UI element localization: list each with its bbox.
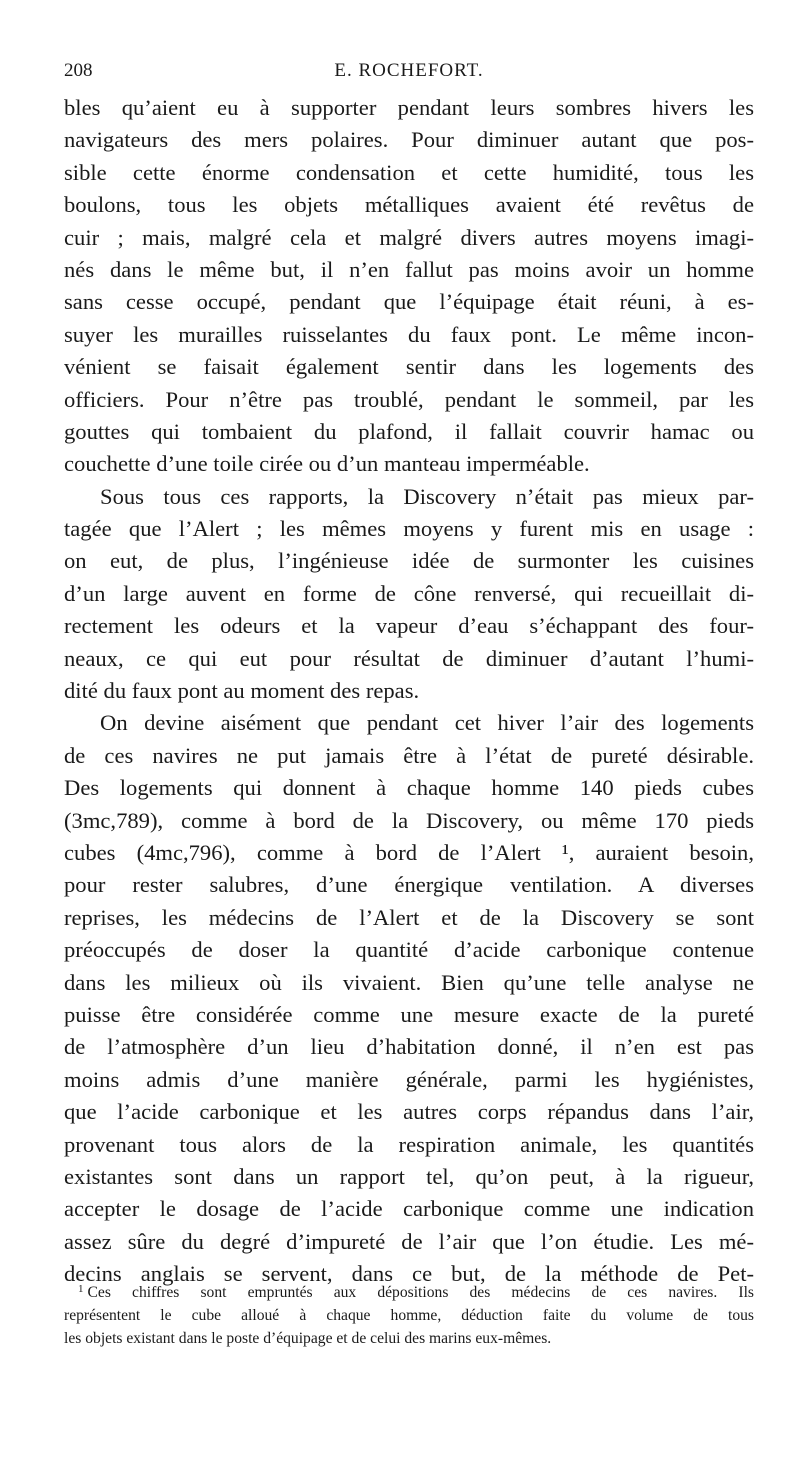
text-line: cuir ; mais, malgré cela et malgré divers autres moyens imagi- [64, 224, 754, 250]
text-line: nés dans le même but, il n’en fallut pas moins avoir un homme [64, 256, 754, 282]
text-line: préoccupés de doser la quantité d’acide carbonique contenue [64, 937, 754, 963]
text-line: On devine aisément que pendant cet hiver l’air des logements [100, 710, 754, 736]
text-line: provenant tous alors de la respiration animale, les quantités [64, 1131, 754, 1157]
text-line: sible cette énorme condensation et cette humidité, tous les [64, 159, 754, 185]
text-line: vénient se faisait également sentir dans les logements des [64, 354, 754, 380]
text-line: tagée que l’Alert ; les mêmes moyens y furent mis en usage : [64, 516, 754, 542]
text-line: de l’atmosphère d’un lieu d’habitation donné, il n’en est pas [64, 1034, 754, 1060]
text-line: on eut, de plus, l’ingénieuse idée de surmonter les cuisines [64, 548, 754, 574]
text-line: Des logements qui donnent à chaque homme 140 pieds cubes [64, 775, 754, 801]
text-line: bles qu’aient eu à supporter pendant leurs sombres hivers les [64, 95, 754, 120]
footnote-marker: 1 [78, 1283, 84, 1295]
text-line: officiers. Pour n’être pas troublé, pendant le sommeil, par les [64, 386, 754, 412]
body-text [64, 92, 754, 1290]
text-line: moins admis d’une manière générale, parmi les hygiénistes, [64, 1066, 754, 1092]
page-header [64, 60, 754, 88]
text-line: rectement les odeurs et la vapeur d’eau s’échappant des four- [64, 613, 754, 639]
text-line: reprises, les médecins de l’Alert et de la Discovery se sont [64, 904, 754, 930]
footnote-line [64, 1278, 754, 1304]
text-line: navigateurs des mers polaires. Pour diminuer autant que pos- [64, 127, 754, 153]
text-line: couchette d’une toile cirée ou d’un manteau imperméable. [64, 451, 590, 477]
text-line: decins anglais se servent, dans ce but, de la méthode de Pet- [64, 1261, 754, 1287]
text-line: accepter le dosage de l’acide carbonique comme une indication [64, 1196, 754, 1222]
footnote [64, 1278, 754, 1350]
text-line: sans cesse occupé, pendant que l’équipage était réuni, à es- [64, 289, 754, 315]
text-line: neaux, ce qui eut pour résultat de diminuer d’autant l’humi- [64, 645, 754, 671]
text-line: existantes sont dans un rapport tel, qu’on peut, à la rigueur, [64, 1163, 754, 1189]
footnote-line: représentent le cube alloué à chaque homme, déduction faite du volume de tous [64, 1307, 754, 1324]
running-head: E. ROCHEFORT. [334, 60, 484, 81]
text-line: que l’acide carbonique et les autres corps répandus dans l’air, [64, 1099, 754, 1125]
footnote-line: les objets existant dans le poste d’équipage et de celui des marins eux-mêmes. [64, 1330, 552, 1347]
text-line: dans les milieux où ils vivaient. Bien qu’une telle analyse ne [64, 969, 754, 995]
text-line: suyer les murailles ruisselantes du faux pont. Le même incon- [64, 321, 754, 347]
footnote-text: Ces chiffres sont empruntés aux dépositions des médecins de ces navires. Ils [87, 1284, 754, 1301]
page-number: 208 [64, 60, 93, 81]
text-line: dité du faux pont au moment des repas. [64, 678, 420, 704]
text-line: d’un large auvent en forme de cône renversé, qui recueillait di- [64, 580, 754, 606]
text-line: pour rester salubres, d’une énergique ventilation. A diverses [64, 872, 754, 898]
text-line: assez sûre du degré d’impureté de l’air que l’on étudie. Les mé- [64, 1228, 754, 1254]
text-line: puisse être considérée comme une mesure exacte de la pureté [64, 1001, 754, 1027]
text-line: (3mc,789), comme à bord de la Discovery, ou même 170 pieds [64, 807, 754, 833]
text-line: gouttes qui tombaient du plafond, il fallait couvrir hamac ou [64, 418, 754, 444]
text-line: boulons, tous les objets métalliques avaient été revêtus de [64, 192, 754, 218]
text-line: de ces navires ne put jamais être à l’état de pureté désirable. [64, 742, 754, 768]
text-line: Sous tous ces rapports, la Discovery n’était pas mieux par- [100, 483, 754, 509]
text-line: cubes (4mc,796), comme à bord de l’Alert ¹, auraient besoin, [64, 839, 754, 865]
